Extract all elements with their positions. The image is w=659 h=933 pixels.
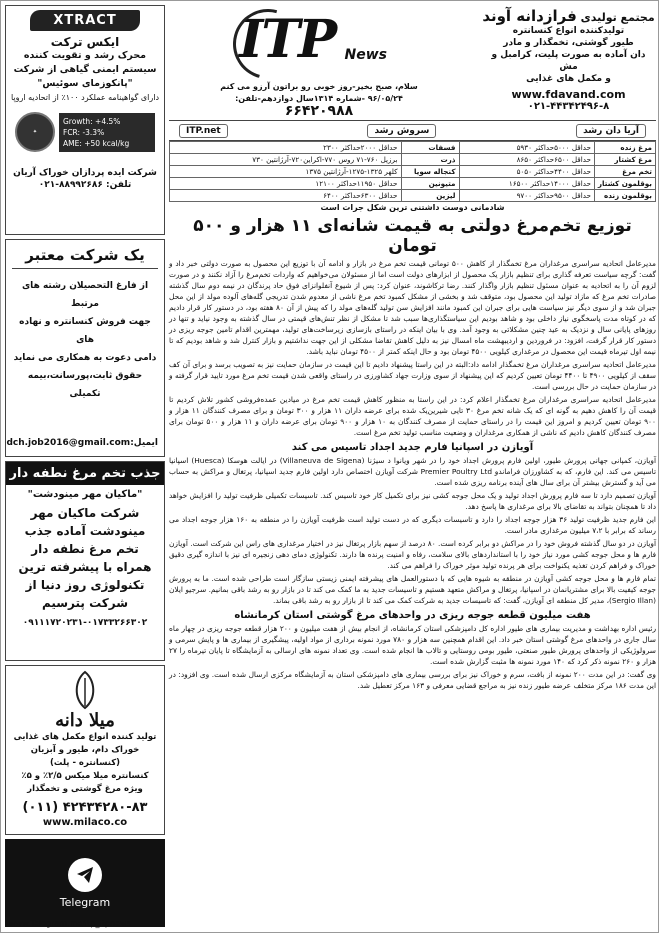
certificate-seal-icon: ✦ [15,112,55,152]
faraz-line: و مکمل های غذایی [526,74,611,84]
article-paragraph: رئیس اداره بهداشت و مدیریت بیماری های طیور اداره کل دامپزشکی استان کرمانشاه، از انجام بیش از هفت میلیون و ۲۰۰ هزار قطعه جوجه ریزی در چهار ماه سال جاری در واحدهای مرغ گوشتی استان خبر داد. این اقدام همچنین سه هزار و ۷۸۰ مورد نمونه برداری از مواد اولیه، پیشگیری از بیماری ها و پایش سرمی و سرولوژیکی از واحدهای پرورش طیور صنعتی، طیور بومی روستایی و تالاب ها انجام شده است. وی تعداد نمونه های ارسالی به آزمایشگاه تا پایان تیرماه را ۲۷ هزار و ۲۶۰ نمونه ذکر کرد که ۱۴۰ مورد نمونه ها مثبت گزارش شده است. [169,624,657,666]
growth-stats-box [15,108,155,156]
price-item: مرغ کشتار [594,154,655,166]
xtract-title: ایکس ترکت [50,35,120,49]
telegram-label: Telegram [59,895,111,909]
price-value: حداقل ۶۳۰۰حداکثر ۶۴۰۰ [170,190,402,202]
mila-line: کنسانتره میلا میکس ۲/۵٪ و ۵٪ [21,771,149,781]
egg-ad-line: تخم مرغ نطفه دار [31,542,139,556]
sponsor-logo[interactable]: آریا دان رشد [576,124,646,138]
egg-ad-phones: ۰۹۱۱۱۷۲۰۲۳۱-۰۱۷۳۳۲۶۶۳۰۲ [22,618,148,628]
price-value: حداقل ۹۵۰۰حداکثر ۹۷۰۰ [459,190,594,202]
price-item: کنجاله سویا [401,166,459,178]
job-contact [6,438,158,448]
table-row [170,190,656,202]
table-row [170,142,656,154]
price-value: برزیل ۷۶۰-۷۱ روس ۷۷۰-اکراین۷۲۰-آرژانتین ۷۳۰ [170,154,402,166]
telegram-channel-link[interactable]: www.Telegram.me/itp_itpnews [9,919,131,928]
ad-xtract[interactable] [5,5,165,235]
email-label: ایمیل: [130,438,158,448]
table-row [170,166,656,178]
xtract-line4: دارای گواهینامه عملکرد ۱۰۰٪ از اتحادیه اروپا [10,93,160,102]
price-item: تخم مرغ [594,166,655,178]
egg-ad-line: همراه با پیشرفته ترین [18,560,152,574]
faraz-top-text: مجتمع تولیدی [580,11,655,24]
table-row [170,178,656,190]
article-paragraph: این فارم جدید ظرفیت تولید ۳۶ هزار جوجه اجداد را دارد و تاسیسات دیگری که در دست تولید است ظرفیت آویازن را در منطقه به ۱۶۰ هزار جوجه اجداد می رساند که برابر با ۷،۲ میلیون مرغداری مادر است. [169,515,656,535]
faraz-line: طیور گوشتی، تخمگذار و مادر [503,38,634,48]
telegram-icon [68,858,102,892]
table-row [170,154,656,166]
stat-growth: Growth: +4.5% [63,116,121,126]
stat-ame: AME: +50 kcal/kg [63,138,130,148]
price-value: حداقل ۴۴۰۰حداکثر ۵۰۵۰ [459,166,594,178]
xtract-logo: XTRACT [30,10,140,31]
xtract-line1: محرک رشد و تقویت کننده [23,50,147,61]
egg-ad-line: شرکت پترسیم [41,596,129,610]
job-line: دامی دعوت به همکاری می نماید [13,353,157,363]
faraz-brand: فرازدانه آوند [482,7,577,25]
greeting: سلام، صبح بخیر-روز خوبی رو براتون آرزو می کنم [220,82,418,91]
job-line: حقوق ثابت،پورسانت،بیمه تکمیلی [27,371,143,399]
job-line: از فارغ التحصیلان رشته های مرتبط [21,281,149,309]
masthead [169,5,656,121]
ad-mila-daneh[interactable] [5,665,165,835]
faraz-line: دان آماده به صورت پلیت، کرامبل و مش [491,50,646,72]
ad-sidebar [5,5,165,930]
faraz-top [481,7,656,25]
article-paragraph: تمام فارم ها و محل جوجه کشی آویازن در منطقه به شیوه هایی که با دستورالعمل های پیشرفته ایمنی زیستی سازگار است طراحی شده است. ما به پرورش جوجه کیفیت بالا برای مشتریانمان در اسپانیا، پرتغال و مراکش متعهد هستیم و تاسیسات جدید به ما کمک می کند تا در بازار رو به رشد باقی بمانیم. سرجیو ایلان (Sergio Illan)، مدیر کل منطقه ای آویازن، گفت: که تاسیسات جدید به شرکت کمک می کند تا از بازار رو به رشد باقی بماند. [169,574,656,605]
article-headline: آویازن در اسپانیا فارم جدید اجداد تاسیس می کند [291,442,534,453]
main-content [169,5,656,930]
article-paragraph: آویازن در دو سال گذشته فروش خود را در مراکش دو برابر کرده است. ۸۰ درصد از سهم بازار پرتغال نیز در اختیار مرغداری های راس این شرکت است. آویازن فارم ها و محل جوجه کشی مورد نیاز خود را با استانداردهای بالای سلامت، رفاه و امنیت پرنده ها دارند. تکنولوژی دمای دهی زنجیره ای نیز با اندازه گیری دقیق خوراک و فراهم کردن تغذیه یکنواخت برای هر پرنده تولید موثر خوراک را فراهم می کند. [168,539,656,570]
masthead-info [169,81,469,117]
egg-ad-line: مینودشت آماده جذب [24,524,146,538]
price-item: بوقلمون کشتار [594,178,655,190]
job-line: جهت فروش کنسانتره و نهاده های [19,317,151,345]
header-ad-faraz[interactable] [481,7,656,117]
price-item: مرغ زنده [594,142,655,154]
article-paragraph: مدیرعامل اتحادیه سراسری مرغداران مرغ تخمگذار از کاهش ۵۰۰ تومانی قیمت تخم مرغ در بازار و ادامه آن با توزیع این محصول به صورت دولتی خبر داد و گفت: گرچه سیاست تعرفه گذاری برای تنظیم بازار یک محصول از ابزارهای دولت است اما از مسئولان می‌خواهیم که واردات تخم‌مرغ را آزاد نکنند و در صورت لزوم آن را به اتحادیه به عنوان مسئول تنظیم بازار واگذار کنند. رضا ترکاشوند، عنوان کرد: پس از شیوع آنفلوانزای فوق حاد پرندگان در نیمه دوم سال گذشته صادرات تخم مرغ که مازاد تولید این محصول بود، متوقف شد و بخشی از مشکل کمبود تخم مرغ ناشی از معدوم شدن تدریجی گله‌های آلوده مولد از این محل جبران شد و از سوی دیگر نیز سیاست هایی برای جبران این کمبود مانند افزایش سن تولید گله‌های مولد را که پیش از آن ۸۰ هفته بود، در دستور کار قرار دادیم که در کوتاه مدت پاسخگوی نیاز داخلی بود و شاهد بودیم این سیاستگذاری‌ها سبب شد تا مشکل از نظر تنش‌های قیمتی در سال گذشته به وجود نیاید و تنها در روزهای پایانی سال و نزدیک به عید چنین مشکلاتی به وجود آمد. وی با بیان اینکه در راستای بازسازی زیرساخت‌های تولید، مهمترین اقدام تامین جوجه ریزی در دستور کار قرار گرفت، افزود: در فروردین و اردیبهشت ماه امسال نیز به دلیل کاهش تقاضا مشکلی از این جهت نداشتیم و بازار کنترل شد و شاهد بودیم که تا نیمه اول تیرماه قیمت این محصول در مرغداری کیلویی ۴۵۰۰ تومان بود و حال اینکه کمتر از ۴۵۰۰ تومان نباید باشد. [169,259,656,356]
mila-logo-icon [55,670,115,710]
mila-phone: (۰۱۱) ۴۲۴۳۴۲۸۰-۸۳ [22,800,148,815]
price-value: حداقل ۱۴۰۰۰حداکثر ۱۶۵۰۰ [459,178,594,190]
price-table [169,141,656,202]
article-paragraph: مدیرعامل اتحادیه سراسری مرغداران مرغ تخمگذار ادامه داد:البته در این راستا پیشنهاد دادیم تا این قیمت در سازمان حمایت نیز به تصویب برسد و برای آن کف سقف از کیلویی ۴۹۰۰ تا ۴۴۰۰ تومان تعیین کردیم که این پیشنهاد از سوی وزارت جهاد کشاورزی در راستای واقعی شدن قیمت تخم مرغ مورد تایید قرار گرفته و در سازمان حمایت در حال بررسی است. [169,360,656,391]
ad-job[interactable] [5,239,165,457]
sponsor-logo[interactable]: ITP.net [179,124,228,138]
itp-logo [239,9,389,79]
faraz-website-link[interactable]: www.fdavand.com [511,88,626,101]
egg-ad-body [6,504,164,612]
mila-brand: میلا دانه [55,710,115,731]
price-value: حداقل ۲۰۰۰حداکثر ۲۳۰۰ [170,142,402,154]
xtract-line2: سیستم ایمنی گیاهی از شرکت [13,64,157,75]
price-value: حداقل ۱۱۹۵۰حداکثر ۱۲۱۰۰ [170,178,402,190]
price-item: فسفات [401,142,459,154]
price-item: لیزین [401,190,459,202]
sponsor-logos [169,121,656,141]
article-aviagen-spain [169,442,656,606]
quote-line: شادمانی دوست داشتنی ترین شکل جرات است [320,203,505,212]
price-value: حداقل ۵۰۰۰حداکثر ۵۹۳۰ [459,142,594,154]
mila-website-link[interactable]: www.milaco.co [42,817,128,828]
egg-ad-title: جذب تخم مرغ نطفه دار [6,462,164,485]
ad-egg-hatchery[interactable] [5,461,165,661]
egg-ad-line: شرکت ماکیان مهر [30,506,140,520]
logo-sub: News [344,47,387,63]
price-item: بوقلمون زنده [594,190,655,202]
article-paragraph: مدیرعامل اتحادیه سراسری مرغداران مرغ تخمگذار اعلام کرد: در این راستا به منظور کاهش قیمت تخم مرغ در میادین عمده‌فروشی کشور تلاش کردیم تا قیمت آن را کاهش دهیم به گونه ای که یک شانه تخم مرغ ۳۰ تایی شیرین‌یک شده برای عرضه داران ۱۱ هزار و ۳۰۰ تومان و برای مصرف کنندگان ۱۱ هزار و ۹۰۰ تومان تعیین کردیم و امروز این قیمت را در راستای حمایت از مصرف کنندگان به ۱۰ هزار و ۹۰۰ تومان برای عرضه داران و ۱۱ هزار و ۵۰۰ تومان برای مصرف کنندگان کاهش دادیم که ناشی از همکاری مرغداران و وضعیت مناسب تولید تخم مرغ است. [169,395,656,437]
article-headline: توزیع تخم‌مرغ دولتی به قیمت شانه‌ای ۱۱ هزار و ۵۰۰ تومان [193,216,632,256]
mila-line: تولید کننده انواع مکمل های غذایی [13,732,157,742]
price-value: کلهر ۱۳۲۵-۱۲۷۵-آرژانتین ۱۳۷۵ [170,166,402,178]
sponsor-logo[interactable]: سروش رشد [367,124,436,138]
telegram-box[interactable] [5,839,165,927]
mila-line: خوراک دام، طیور و آبزیان (کنسانتره - پلت) [30,745,140,768]
egg-ad-sub: "ماکیان مهر مینودشت" [27,489,143,500]
xtract-line3: "پانکوزمای سوئیس" [37,78,133,89]
xtract-phone: تلفن: ۸۸۹۹۲۶۸۶-۰۲۱ [38,180,132,190]
price-item: ذرت [401,154,459,166]
faraz-phone: ۰۲۱-۴۴۳۴۲۴۹۶-۸ [527,101,610,112]
growth-stats [59,113,155,152]
xtract-company: شرکت ایده پردازان خوراک آریان [13,168,157,178]
price-value: حداقل ۶۵۰۰حداکثر ۸۶۵۰ [459,154,594,166]
issue-info: ۹۶/۰۵/۲۴ -شماره ۱۳۱۴سال دوازدهم-تلفن: [235,94,403,103]
article-egg-distribution [169,216,656,438]
mila-line: ویژه مرغ گوشتی و تخمگذار [27,784,143,794]
egg-ad-line: تکنولوژی روز دنیا از [25,578,145,592]
article-paragraph: آویازن، کمپانی جهانی پرورش طیور، اولین فارم پرورش اجداد خود را در شهر ویانوا د سیژنا (Villaneuva de Sigena) در ایالت هوسکا (Huesca) اسپانیا تاسیس می کند. این فارم، که به کشاورزان فراماندو Premier Poultry Ltd شرکت آویازن اختصاص دارد اولین فارم جدید اسپانیا، پرتغال و مراکش به حساب می آید و گسترش بیشتر آن برای سال های آینده برنامه ریزی شده است. [169,456,656,487]
price-item: متیونین [401,178,459,190]
stat-fcr: FCR: -3.3% [63,127,105,137]
masthead-phone: ۶۶۴۲۰۹۸۸ [284,103,354,119]
logo-text: ITP [239,9,336,70]
article-kermanshah [169,610,656,691]
faraz-line: تولیدکننده انواع کنسانتره [512,26,625,36]
job-email-link[interactable]: dch.job2016@gmail.com [6,438,131,448]
article-headline: هفت میلیون قطعه جوجه ریزی در واحدهای مرغ گوشتی استان کرمانشاه [234,610,591,621]
job-title: یک شرکت معتبر [12,246,158,269]
article-paragraph: وی گفت: در این مدت ۲۰۰ نمونه از بافت، سرم و خوراک نیز برای بررسی بیماری های دامپزشکی استان به آزمایشگاه مرکزی ارسال شده است. وی افزود: در این مدت ۱۸۶ مرکز متخلف عرضه طیور زنده نیز به مراجع قضایی معرفی و ۱۶۳ مرکز تعطیل شد. [169,670,656,690]
article-paragraph: آویازن تصمیم دارد تا سه فارم پرورش اجداد تولید و یک محل جوجه کشی نیز برای تکمیل کار خود تاسیس کند. تاسیسات تکمیلی ظرفیت تولید را افزایش خواهد داد تا همچنان بتواند به تقاضای بالا برای مرغداری ها پاسخ دهد. [169,491,656,511]
